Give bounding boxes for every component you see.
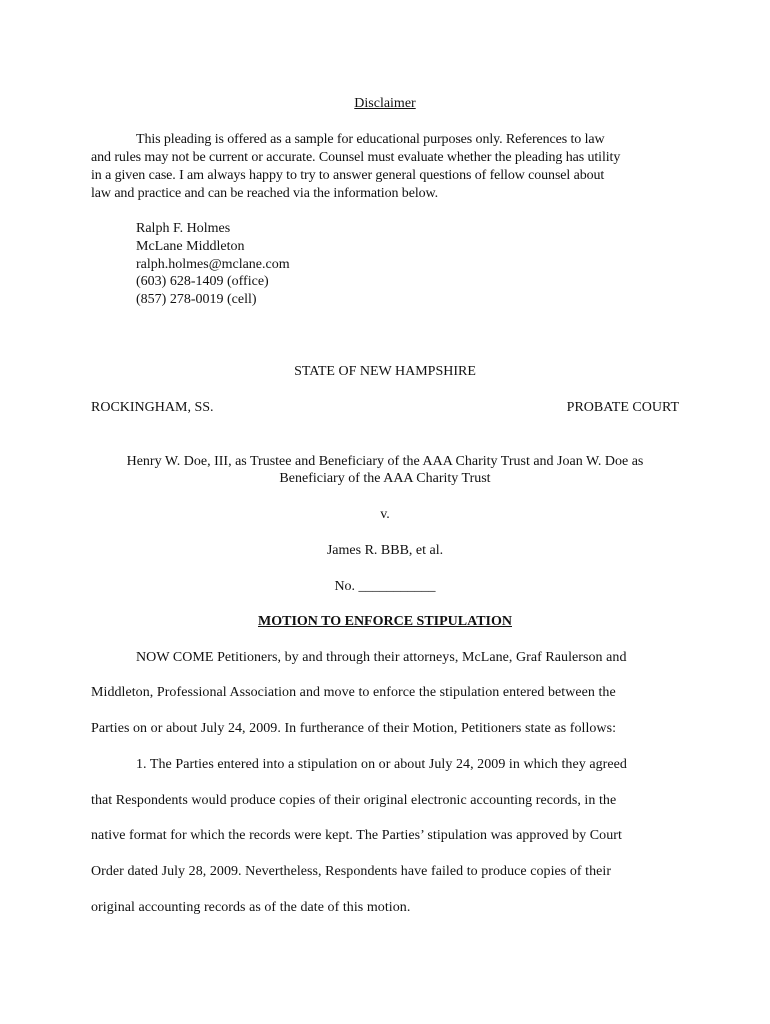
disclaimer-line: in a given case. I am always happy to try to answer general questions of fellow counsel about	[91, 168, 605, 183]
body-line: NOW COME Petitioners, by and through their attorneys, McLane, Graf Raulerson and	[136, 650, 627, 665]
motion-title: MOTION TO ENFORCE STIPULATION	[258, 614, 512, 629]
county-label: ROCKINGHAM, SS.	[91, 400, 214, 415]
disclaimer-line: and rules may not be current or accurate. Counsel must evaluate whether the pleading has utility	[91, 150, 621, 165]
body-line: Parties on or about July 24, 2009. In furtherance of their Motion, Petitioners state as follows:	[91, 721, 617, 736]
contact-email: ralph.holmes@mclane.com	[136, 257, 290, 272]
parties-line: Beneficiary of the AAA Charity Trust	[279, 471, 491, 486]
disclaimer-line: law and practice and can be reached via the information below.	[91, 186, 439, 201]
court-label: PROBATE COURT	[566, 400, 679, 415]
body-line: that Respondents would produce copies of their original electronic accounting records, in the	[91, 793, 617, 808]
contact-name: Ralph F. Holmes	[136, 221, 231, 236]
respondents-line: James R. BBB, et al.	[326, 543, 444, 558]
disclaimer-line: This pleading is offered as a sample for educational purposes only. References to law	[136, 132, 605, 147]
contact-firm: McLane Middleton	[136, 239, 245, 254]
case-number: No. ___________	[334, 579, 436, 594]
body-line: native format for which the records were kept. The Parties’ stipulation was approved by Court	[91, 828, 622, 843]
body-line: Middleton, Professional Association and move to enforce the stipulation entered between the	[91, 685, 616, 700]
body-line: original accounting records as of the date of this motion.	[91, 900, 411, 915]
disclaimer-heading: Disclaimer	[354, 96, 416, 111]
versus-label: v.	[380, 507, 390, 522]
contact-office-phone: (603) 628-1409 (office)	[136, 274, 269, 289]
contact-cell-phone: (857) 278-0019 (cell)	[136, 292, 257, 307]
parties-line: Henry W. Doe, III, as Trustee and Beneficiary of the AAA Charity Trust and Joan W. Doe as	[126, 454, 644, 469]
state-heading: STATE OF NEW HAMPSHIRE	[294, 364, 476, 379]
body-line: 1. The Parties entered into a stipulation on or about July 24, 2009 in which they agreed	[136, 757, 627, 772]
body-line: Order dated July 28, 2009. Nevertheless, Respondents have failed to produce copies of their	[91, 864, 612, 879]
